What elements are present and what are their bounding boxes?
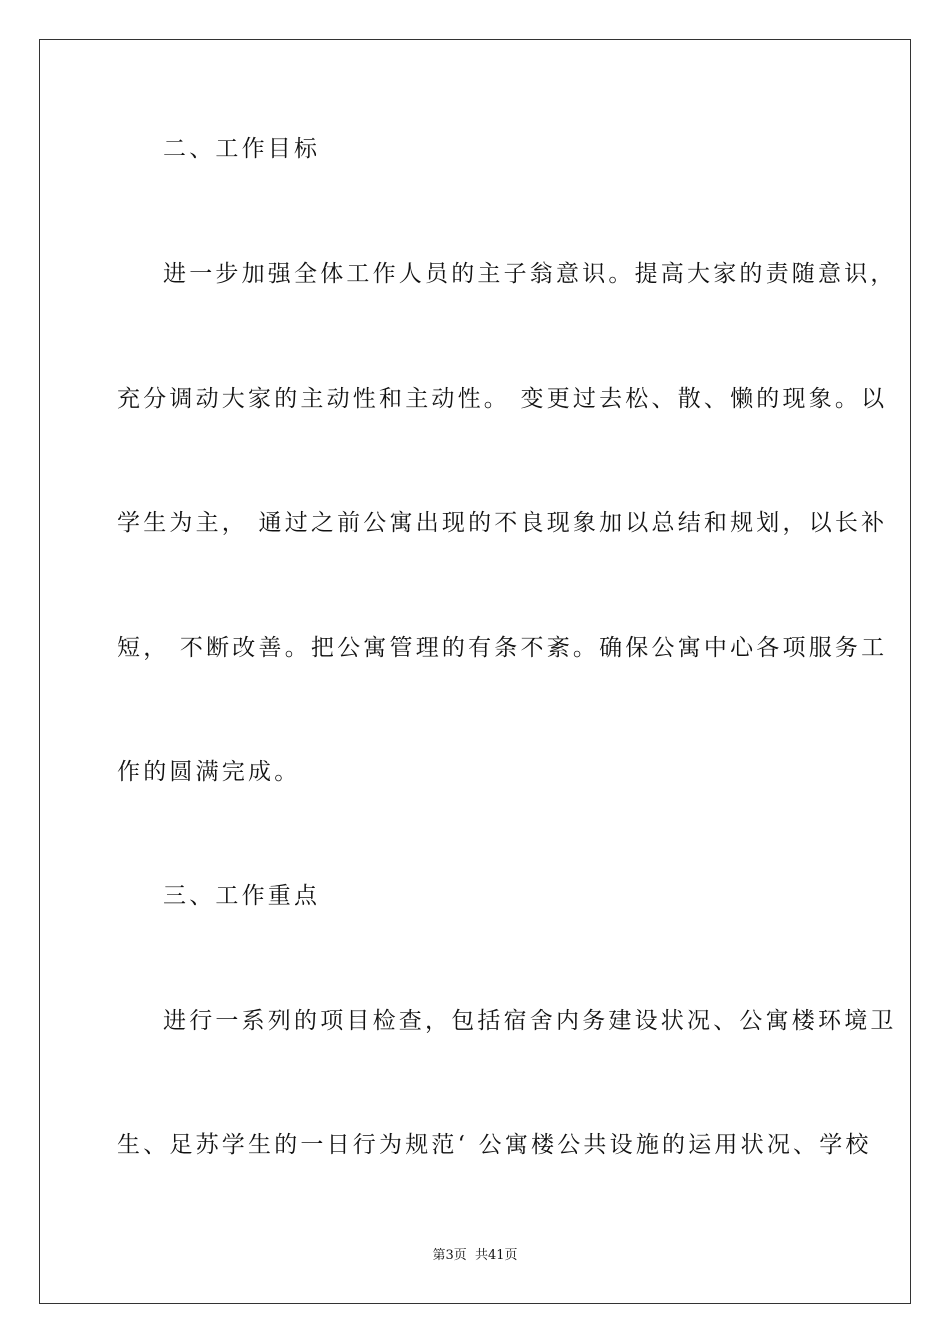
page-footer <box>0 1247 950 1265</box>
paragraph-line: 进行一系列的项目检查，包括宿舍内务建设状况、公寓楼环境卫 <box>163 1008 897 1034</box>
paragraph-line: 学生为主， 通过之前公寓出现的不良现象加以总结和规划，以长补 <box>117 510 888 536</box>
paragraph-line: 充分调动大家的主动性和主动性。 变更过去松、散、懒的现象。以 <box>117 386 888 412</box>
heading-work-focus: 三、工作重点 <box>163 883 321 909</box>
current-page-label: 第3页 <box>432 1248 467 1263</box>
paragraph-line: 短， 不断改善。把公寓管理的有条不紊。确保公寓中心各项服务工 <box>117 635 888 661</box>
paragraph-line: 生、足苏学生的一日行为规范‘ 公寓楼公共设施的运用状况、学校 <box>117 1132 872 1158</box>
total-pages-label: 共41页 <box>474 1248 518 1263</box>
paragraph-line: 进一步加强全体工作人员的主子翁意识。提高大家的责随意识， <box>163 261 897 287</box>
heading-work-goals: 二、工作目标 <box>163 136 321 162</box>
page-border <box>39 39 911 1304</box>
paragraph-line: 作的圆满完成。 <box>117 759 301 785</box>
